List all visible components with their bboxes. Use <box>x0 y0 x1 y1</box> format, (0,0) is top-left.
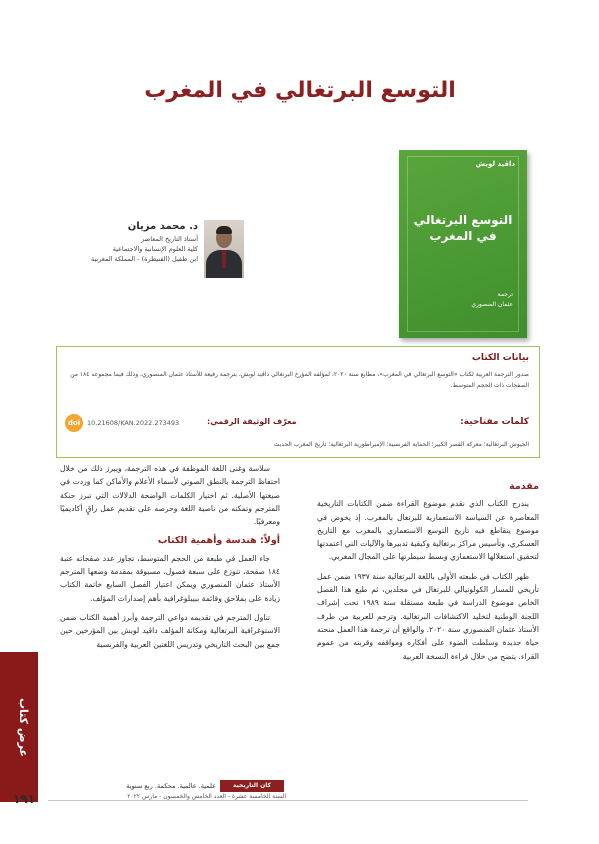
column-right <box>317 478 539 669</box>
doi-value[interactable]: 10.21608/KAN.2022.273493 <box>87 419 180 427</box>
journal-issue: السنة الخامسة عشرة - العدد الخامس والخمسون - مارس ٢٠٢٢ <box>127 793 286 800</box>
book-info-heading: بيانات الكتاب <box>471 353 529 363</box>
author-info <box>60 220 198 264</box>
paragraph-5: تناول المترجم في تقديمه دواعي الترجمة وأبرز أهمية الكتاب ضمن الاستوغرافية البرتغالية ومكانة المؤلف داڤيد لوبش بين المؤرخين حين جمع بين البحث التاريخي وتدريس اللغتين العربية والفرنسية <box>60 612 280 649</box>
paragraph-2: ظهر الكتاب في طبعته الأولى باللغة البرتغالية سنة ١٩٣٧ ضمن عمل تأريخي للمسار الكولونيالي للبرتغال في مجلدين، ثم طبع هذا الفصل الخاص موضوع الدراسة في طبعة مستقلة سنة ١٩٨٩ تحت إشراف اللجنة الوطنية لتخليد الاكتشافات البرتغالية. وترجم للعربية من طرف الأستاذ عثمان المنصوري سنة ٢٠٢٠. والواقع أن ترجمة هذا العمل منحته حياة جديدة وسلطت الضوء على أفكاره ومواقفه وقربته من عموم القراء. يتضح من خلال قراءة النسخة العربية <box>317 571 539 661</box>
book-cover <box>399 150 527 338</box>
intro-heading: مقدمة <box>509 481 539 492</box>
doi-label: معرّف الوثيقة الرقمي: <box>207 417 297 426</box>
book-info-text: صدور الترجمة العربية لكتاب «التوسع البرتغالي في المغرب»، مطابع سنة ٢٠٢٠، لمؤلفه المؤرخ البرتغالي داڤيد لوبش، بترجمة رفيعة للأستاذ عثمان المنصوري، وذلك فيما مجموعه ١٨٤ من الصفحات ذات الحجم المتوسط. <box>70 371 529 389</box>
journal-tagline: علمية. عالمية. محكمة. ربع سنوية <box>126 782 216 790</box>
page-number: ١٩١ <box>13 792 35 806</box>
cover-translator: عثمان المنصوري <box>471 301 513 308</box>
author-photo <box>204 220 244 278</box>
cover-title-line1: التوسع البرتغالي <box>413 213 513 227</box>
cover-title-line2: في المغرب <box>429 229 497 243</box>
cover-translation-label: ترجمة <box>497 291 513 298</box>
doi-icon: doi <box>65 414 83 432</box>
book-info-box <box>56 346 540 458</box>
author-role: أستاذ التاريخ المعاصر <box>141 235 198 243</box>
paragraph-4: جاء العمل في طبعة من الحجم المتوسط، تجاوز عدد صفحاته عتبة ١٨٤ صفحة، تتوزع على سبعة فصول، مسبوقة بمقدمة وضعها المترجم الأستاذ عثمان المنصوري ويمكن اعتبار الفصل السابع خاتمة الكتاب زيادة على بملاحق وقائمة ببيبلوغرافية بأهم إصدارات المؤلف. <box>60 553 280 603</box>
section-side-label: عرض كتاب <box>17 698 30 758</box>
cover-title <box>399 212 527 244</box>
paragraph-3: سلاسة وغنى اللغة الموظفة في هذه الترجمة، ويبرز ذلك من خلال احتفاظ الترجمة بالنطق الصوتي لأسماء الأعلام والأماكن كما وردت في صيغتها الأصلية. ثم اختيار الكلمات الواضحة الدلالات التي تبرز حنكة المترجم وتمكنه من ناصية اللغة وحرصه على تقديم عمل راقٍ أكاديميًا ومعرفيًا. <box>60 464 280 527</box>
author-university: ابن طفيل (القنيطرة) - المملكة المغربية <box>90 255 198 263</box>
article-title: التوسع البرتغالي في المغرب <box>144 78 456 103</box>
paragraph-1: يندرج الكتاب الذي نقدم موضوع القراءة ضمن الكتابات التاريخية المعاصرة عن السياسة الاستعمارية للبرتغال بالمغرب. إذ يخوض في موضوع يتقاطع فيه تاريخ التوسع الاستعماري بالمغرب مع التاريخ العسكري، وتأسيس مراكز برتغالية وكيفية تدبيرها والآليات التي اعتمدتها لتحقيق استغلالها الاستعماري وبسط سيطرتها على المجال المغربي. <box>317 499 539 562</box>
keywords-text: الجيوش البرتغالية؛ معركة القصر الكبير؛ الحماية الفرنسية؛ الإمبراطورية البرتغالية؛ تاريخ المغرب الحديث <box>273 441 529 448</box>
cover-author: داڤيد لوبش <box>475 160 515 168</box>
column-left <box>60 462 280 657</box>
section-1-heading: أولاً: هندسة وأهمية الكتاب <box>157 535 280 547</box>
author-name: د. محمد مزيان <box>127 221 198 232</box>
author-faculty: كلية العلوم الإنسانية والاجتماعية <box>112 245 198 253</box>
keywords-heading: كلمات مفتاحية: <box>460 417 529 427</box>
cover-translation <box>471 290 513 310</box>
footer-divider <box>48 800 528 801</box>
journal-badge: كان التاريخية <box>220 780 284 792</box>
